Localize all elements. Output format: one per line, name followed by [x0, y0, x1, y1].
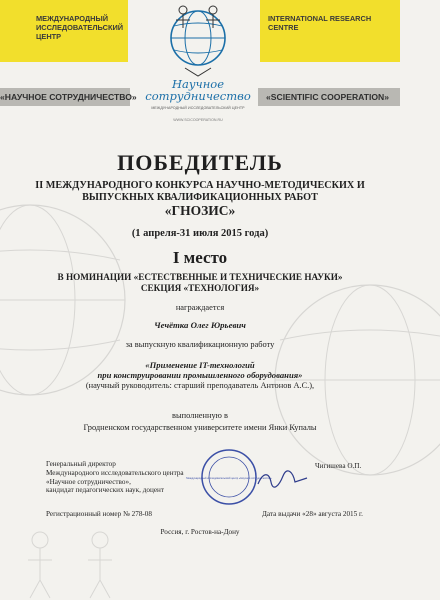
nomination-line-1: В НОМИНАЦИИ «ЕСТЕСТВЕННЫЕ И ТЕХНИЧЕСКИЕ НАУКИ»: [57, 272, 343, 282]
header-left-box: [0, 0, 128, 62]
competition-name: «ГНОЗИС»: [164, 203, 236, 218]
issue-city: Россия, г. Ростов-на-Дону: [160, 528, 240, 536]
certificate-title: ПОБЕДИТЕЛЬ: [117, 150, 283, 175]
nomination-line-2: СЕКЦИЯ «ТЕХНОЛОГИЯ»: [140, 283, 260, 293]
completed-at-text: выполненную в: [172, 411, 228, 420]
award-place: I место: [172, 248, 228, 267]
for-work-text: за выпускную квалификационную работу: [125, 340, 275, 349]
header-right-text: INTERNATIONAL RESEARCH CENTRE: [268, 14, 372, 32]
official-stamp: [186, 448, 272, 506]
header-left-text: МЕЖДУНАРОДНЫЙ ИССЛЕДОВАТЕЛЬСКИЙ ЦЕНТР: [36, 14, 124, 41]
header-left-bar: «НАУЧНОЕ СОТРУДНИЧЕСТВО»: [0, 88, 130, 106]
competition-line-2: ВЫПУСКНЫХ КВАЛИФИКАЦИОННЫХ РАБОТ: [82, 192, 318, 203]
work-title: [0, 360, 400, 380]
logo-subtitle: МЕЖДУНАРОДНЫЙ ИССЛЕДОВАТЕЛЬСКИЙ ЦЕНТР: [151, 106, 245, 110]
stamp-text: Международный исследовательский центр «Научное сотрудничество»: [186, 477, 272, 480]
work-title-line-2: при конструировании промышленного оборудования»: [97, 370, 303, 380]
logo: [136, 0, 260, 134]
director-line-3: «Научное сотрудничество»,: [46, 477, 131, 486]
director-line-2: Международного исследовательского центра: [46, 468, 184, 477]
university-name: Гродненском государственном университете имени Янки Купалы: [83, 423, 317, 432]
logo-url: WWW.SCICOOPERATION.RU: [173, 118, 223, 122]
competition-dates: (1 апреля-31 июля 2015 года): [131, 228, 269, 239]
director-signature: [255, 468, 310, 490]
logo-title: Научное сотрудничество: [145, 77, 251, 103]
issue-date: Дата выдачи «28» августа 2015 г.: [262, 510, 363, 518]
supervisor-text: (научный руководитель: старший преподаватель Антонов А.С.),: [85, 381, 315, 390]
recipient-name: Чечётка Олег Юрьевич: [154, 320, 246, 330]
registration-number: Регистрационный номер № 278-08: [46, 510, 152, 518]
competition-line-1: II МЕЖДУНАРОДНОГО КОНКУРСА НАУЧНО-МЕТОДИЧЕСКИХ И: [35, 180, 365, 191]
director-line-4: кандидат педагогических наук, доцент: [46, 486, 164, 495]
director-name: Чигишева О.П.: [315, 462, 362, 470]
nomination: [0, 272, 400, 294]
globe-logo-icon: [163, 2, 233, 80]
awarded-text: награждается: [175, 303, 225, 312]
competition-description: [0, 180, 400, 204]
work-title-line-1: «Применение IT-технологий: [145, 360, 255, 370]
header-right-box: [260, 0, 400, 62]
director-line-1: Генеральный директор: [46, 460, 116, 468]
director-block: [46, 460, 206, 495]
header-right-bar: «SCIENTIFIC COOPERATION»: [258, 88, 400, 106]
